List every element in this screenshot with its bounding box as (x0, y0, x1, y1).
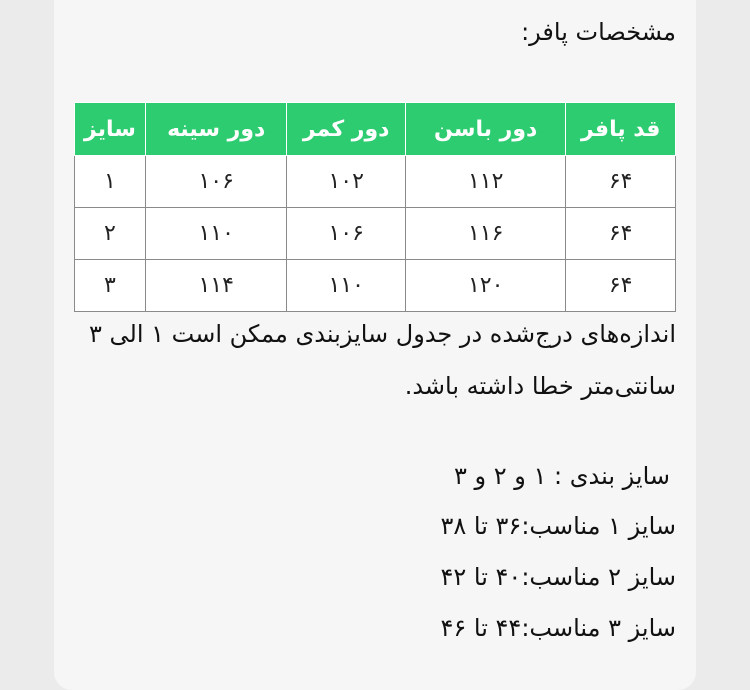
table-cell: ۱۰۶ (145, 156, 286, 208)
header-cell-hip: دور باسن (405, 103, 565, 156)
size1-fit-text: سایز ۱ مناسب:۳۶ تا ۳۸ (440, 512, 676, 540)
table-cell: ۶۴ (566, 156, 676, 208)
table-row (75, 260, 676, 312)
size3-fit-text: سایز ۳ مناسب:۴۴ تا ۴۶ (440, 614, 676, 642)
table-cell: ۱۲۰ (405, 260, 565, 312)
header-cell-length: قد پافر (566, 103, 676, 156)
error-note-line2: سانتی‌متر خطا داشته باشد. (404, 372, 676, 400)
header-cell-size: سایز (75, 103, 146, 156)
header-cell-waist: دور کمر (287, 103, 406, 156)
table-header-row (75, 103, 676, 156)
table-cell: ۱۰۲ (287, 156, 406, 208)
table-cell: ۱۱۲ (405, 156, 565, 208)
table-cell: ۱۱۶ (405, 208, 565, 260)
table-cell: ۱۱۴ (145, 260, 286, 312)
table-cell: ۱۱۰ (287, 260, 406, 312)
table-cell: ۱ (75, 156, 146, 208)
table-row (75, 208, 676, 260)
header-cell-chest: دور سینه (145, 103, 286, 156)
table-cell: ۱۱۰ (145, 208, 286, 260)
table-cell: ۲ (75, 208, 146, 260)
spec-title: مشخصات پافر: (521, 18, 676, 46)
size2-fit-text: سایز ۲ مناسب:۴۰ تا ۴۲ (440, 563, 676, 591)
table-row (75, 156, 676, 208)
table-cell: ۱۰۶ (287, 208, 406, 260)
size-table (74, 102, 676, 312)
table-cell: ۳ (75, 260, 146, 312)
error-note-line1: اندازه‌های درج‌شده در جدول سایزبندی ممکن است ۱ الی ۳ (89, 320, 676, 348)
table-cell: ۶۴ (566, 260, 676, 312)
sizing-text: سایز بندی : ۱ و ۲ و ۳ (453, 462, 670, 490)
table-cell: ۶۴ (566, 208, 676, 260)
